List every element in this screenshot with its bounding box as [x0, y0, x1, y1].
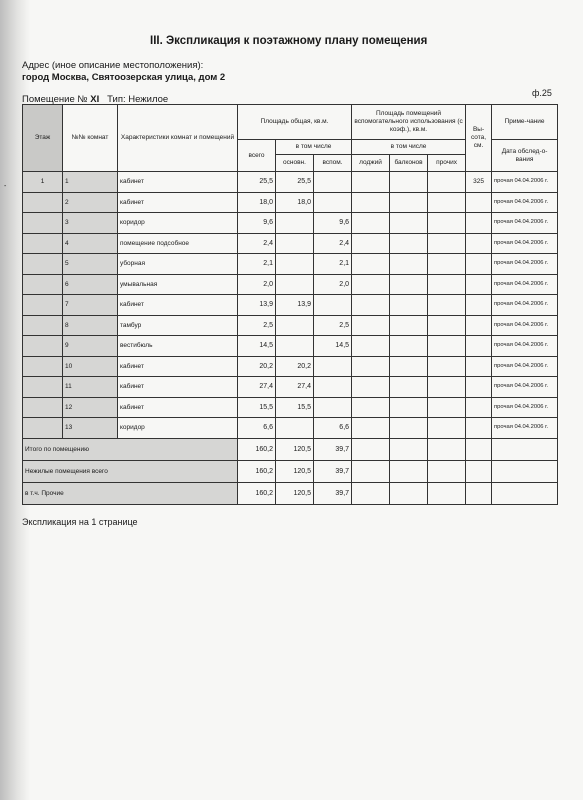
total-label-cell: Итого по помещению [23, 438, 238, 460]
floor-cell: 1 [23, 172, 63, 193]
room-no-cell: 8 [63, 315, 118, 336]
balcony-cell [390, 192, 428, 213]
height-cell [466, 418, 492, 439]
loggia-cell [352, 315, 390, 336]
room-no-cell: 6 [63, 274, 118, 295]
room-no-cell: 4 [63, 233, 118, 254]
other-cell [428, 315, 466, 336]
balcony-cell [390, 172, 428, 193]
note-cell: прочая 04.04.2006 г. [492, 295, 558, 316]
total-balcony-cell [390, 438, 428, 460]
note-cell: прочая 04.04.2006 г. [492, 356, 558, 377]
room-no-cell: 2 [63, 192, 118, 213]
table-row [23, 336, 558, 357]
height-cell [466, 397, 492, 418]
area-aux-cell: 6,6 [314, 418, 352, 439]
floor-cell [23, 295, 63, 316]
table-row [23, 315, 558, 336]
area-main-cell: 15,5 [276, 397, 314, 418]
room-name-cell: вестибюль [118, 336, 238, 357]
note-cell: прочая 04.04.2006 г. [492, 377, 558, 398]
header-other: прочих [428, 155, 466, 172]
total-row [23, 438, 558, 460]
area-total-cell: 2,0 [238, 274, 276, 295]
header-floor: Этаж [23, 105, 63, 172]
note-cell: прочая 04.04.2006 г. [492, 336, 558, 357]
room-name-cell: тамбур [118, 315, 238, 336]
room-no-cell: 1 [63, 172, 118, 193]
total-balcony-cell [390, 460, 428, 482]
header-height: Вы-сота, см. [466, 105, 492, 172]
loggia-cell [352, 356, 390, 377]
total-note-cell [492, 460, 558, 482]
other-cell [428, 172, 466, 193]
balcony-cell [390, 418, 428, 439]
balcony-cell [390, 213, 428, 234]
room-name-cell: кабинет [118, 397, 238, 418]
table-row [23, 397, 558, 418]
area-total-cell: 14,5 [238, 336, 276, 357]
room-no-cell: 5 [63, 254, 118, 275]
area-total-cell: 2,1 [238, 254, 276, 275]
total-note-cell [492, 482, 558, 504]
area-total-cell: 6,6 [238, 418, 276, 439]
balcony-cell [390, 356, 428, 377]
total-other-cell [428, 460, 466, 482]
total-loggia-cell [352, 438, 390, 460]
room-label: Помещение № [22, 94, 88, 105]
note-cell: прочая 04.04.2006 г. [492, 418, 558, 439]
loggia-cell [352, 192, 390, 213]
other-cell [428, 377, 466, 398]
area-aux-cell [314, 172, 352, 193]
area-main-cell [276, 213, 314, 234]
document-title: III. Экспликация к поэтажному плану помещения [150, 35, 428, 47]
balcony-cell [390, 274, 428, 295]
balcony-cell [390, 233, 428, 254]
note-cell: прочая 04.04.2006 г. [492, 254, 558, 275]
table-row [23, 233, 558, 254]
note-cell: прочая 04.04.2006 г. [492, 192, 558, 213]
header-date: Дата обслед-о-вания [492, 140, 558, 172]
balcony-cell [390, 397, 428, 418]
total-aux-cell: 39,7 [314, 460, 352, 482]
other-cell [428, 254, 466, 275]
height-cell [466, 377, 492, 398]
header-aux: вспом. [314, 155, 352, 172]
table-row [23, 274, 558, 295]
area-main-cell [276, 315, 314, 336]
area-total-cell: 20,2 [238, 356, 276, 377]
area-main-cell: 25,5 [276, 172, 314, 193]
area-aux-cell [314, 397, 352, 418]
header-loggia: лоджий [352, 155, 390, 172]
area-total-cell: 2,4 [238, 233, 276, 254]
header-room-no: №№ комнат [63, 105, 118, 172]
explication-table [22, 104, 558, 505]
note-cell: прочая 04.04.2006 г. [492, 213, 558, 234]
total-row [23, 482, 558, 504]
area-main-cell [276, 418, 314, 439]
total-area-cell: 160,2 [238, 460, 276, 482]
total-main-cell: 120,5 [276, 460, 314, 482]
floor-cell [23, 254, 63, 275]
balcony-cell [390, 295, 428, 316]
other-cell [428, 397, 466, 418]
footer-note: Экспликация на 1 странице [22, 517, 138, 527]
header-balcony: балконов [390, 155, 428, 172]
total-note-cell [492, 438, 558, 460]
height-cell [466, 315, 492, 336]
room-name-cell: коридор [118, 418, 238, 439]
room-name-cell: кабинет [118, 295, 238, 316]
other-cell [428, 295, 466, 316]
loggia-cell [352, 213, 390, 234]
total-other-cell [428, 482, 466, 504]
other-cell [428, 213, 466, 234]
loggia-cell [352, 377, 390, 398]
other-cell [428, 274, 466, 295]
loggia-cell [352, 172, 390, 193]
table-row [23, 192, 558, 213]
other-cell [428, 418, 466, 439]
height-cell [466, 356, 492, 377]
area-main-cell [276, 254, 314, 275]
area-aux-cell: 2,0 [314, 274, 352, 295]
area-main-cell: 27,4 [276, 377, 314, 398]
total-row [23, 460, 558, 482]
height-cell [466, 274, 492, 295]
note-cell: прочая 04.04.2006 г. [492, 274, 558, 295]
area-total-cell: 15,5 [238, 397, 276, 418]
room-number: XI [90, 94, 100, 105]
floor-cell [23, 356, 63, 377]
address-label: Адрес (иное описание местоположения): [22, 60, 204, 71]
room-name-cell: кабинет [118, 192, 238, 213]
height-cell [466, 213, 492, 234]
height-cell [466, 295, 492, 316]
room-no-cell: 11 [63, 377, 118, 398]
header-area-total: Площадь общая, кв.м. [238, 105, 352, 140]
area-main-cell [276, 336, 314, 357]
height-cell [466, 233, 492, 254]
floor-cell [23, 377, 63, 398]
floor-cell [23, 315, 63, 336]
total-main-cell: 120,5 [276, 482, 314, 504]
area-aux-cell [314, 377, 352, 398]
balcony-cell [390, 336, 428, 357]
area-aux-cell [314, 192, 352, 213]
area-aux-cell: 2,1 [314, 254, 352, 275]
loggia-cell [352, 295, 390, 316]
room-no-cell: 7 [63, 295, 118, 316]
room-no-cell: 9 [63, 336, 118, 357]
floor-cell [23, 397, 63, 418]
area-main-cell: 13,9 [276, 295, 314, 316]
loggia-cell [352, 397, 390, 418]
margin-mark: - [4, 183, 7, 190]
table-row [23, 377, 558, 398]
total-main-cell: 120,5 [276, 438, 314, 460]
height-cell [466, 192, 492, 213]
total-area-cell: 160,2 [238, 438, 276, 460]
total-aux-cell: 39,7 [314, 482, 352, 504]
total-aux-cell: 39,7 [314, 438, 352, 460]
header-note: Приме-чание [492, 105, 558, 140]
room-no-cell: 10 [63, 356, 118, 377]
area-total-cell: 2,5 [238, 315, 276, 336]
height-cell [466, 336, 492, 357]
balcony-cell [390, 315, 428, 336]
floor-cell [23, 233, 63, 254]
total-area-cell: 160,2 [238, 482, 276, 504]
loggia-cell [352, 254, 390, 275]
room-name-cell: помещение подсобное [118, 233, 238, 254]
table-row [23, 418, 558, 439]
loggia-cell [352, 233, 390, 254]
table-row [23, 295, 558, 316]
room-name-cell: кабинет [118, 356, 238, 377]
other-cell [428, 192, 466, 213]
loggia-cell [352, 336, 390, 357]
area-total-cell: 13,9 [238, 295, 276, 316]
area-aux-cell: 2,4 [314, 233, 352, 254]
height-cell [466, 254, 492, 275]
area-aux-cell: 2,5 [314, 315, 352, 336]
total-height-cell [466, 438, 492, 460]
area-main-cell: 18,0 [276, 192, 314, 213]
floor-cell [23, 274, 63, 295]
area-total-cell: 18,0 [238, 192, 276, 213]
table-row [23, 254, 558, 275]
room-no-cell: 12 [63, 397, 118, 418]
total-other-cell [428, 438, 466, 460]
header-characteristics: Характеристики комнат и помещений [118, 105, 238, 172]
table-row [23, 213, 558, 234]
other-cell [428, 233, 466, 254]
total-loggia-cell [352, 460, 390, 482]
room-name-cell: уборная [118, 254, 238, 275]
header-aux-area: Площадь помещений вспомогательного использования (с коэф.), кв.м. [352, 105, 466, 140]
note-cell: прочая 04.04.2006 г. [492, 172, 558, 193]
note-cell: прочая 04.04.2006 г. [492, 315, 558, 336]
room-type: Нежилое [128, 94, 169, 105]
area-main-cell: 20,2 [276, 356, 314, 377]
floor-cell [23, 418, 63, 439]
area-main-cell [276, 233, 314, 254]
total-loggia-cell [352, 482, 390, 504]
area-total-cell: 25,5 [238, 172, 276, 193]
table-row [23, 356, 558, 377]
total-label-cell: в т.ч. Прочие [23, 482, 238, 504]
loggia-cell [352, 274, 390, 295]
header-area-all: всего [238, 140, 276, 172]
floor-cell [23, 192, 63, 213]
total-height-cell [466, 460, 492, 482]
note-cell: прочая 04.04.2006 г. [492, 233, 558, 254]
room-no-cell: 3 [63, 213, 118, 234]
floor-cell [23, 336, 63, 357]
address-value: город Москва, Святоозерская улица, дом 2 [22, 72, 226, 83]
area-aux-cell [314, 295, 352, 316]
room-type-label: Тип: [107, 94, 126, 105]
area-main-cell [276, 274, 314, 295]
total-label-cell: Нежилые помещения всего [23, 460, 238, 482]
room-name-cell: кабинет [118, 377, 238, 398]
height-cell: 325 [466, 172, 492, 193]
total-height-cell [466, 482, 492, 504]
loggia-cell [352, 418, 390, 439]
area-aux-cell: 9,6 [314, 213, 352, 234]
other-cell [428, 356, 466, 377]
form-number: ф.25 [532, 88, 552, 98]
area-total-cell: 9,6 [238, 213, 276, 234]
area-aux-cell: 14,5 [314, 336, 352, 357]
header-incl: в том числе [276, 140, 352, 155]
other-cell [428, 336, 466, 357]
total-balcony-cell [390, 482, 428, 504]
room-name-cell: коридор [118, 213, 238, 234]
header-incl2: в том числе [352, 140, 466, 155]
balcony-cell [390, 377, 428, 398]
floor-cell [23, 213, 63, 234]
room-name-cell: кабинет [118, 172, 238, 193]
area-total-cell: 27,4 [238, 377, 276, 398]
balcony-cell [390, 254, 428, 275]
note-cell: прочая 04.04.2006 г. [492, 397, 558, 418]
header-main: основн. [276, 155, 314, 172]
area-aux-cell [314, 356, 352, 377]
table-row [23, 172, 558, 193]
room-name-cell: умывальная [118, 274, 238, 295]
room-no-cell: 13 [63, 418, 118, 439]
